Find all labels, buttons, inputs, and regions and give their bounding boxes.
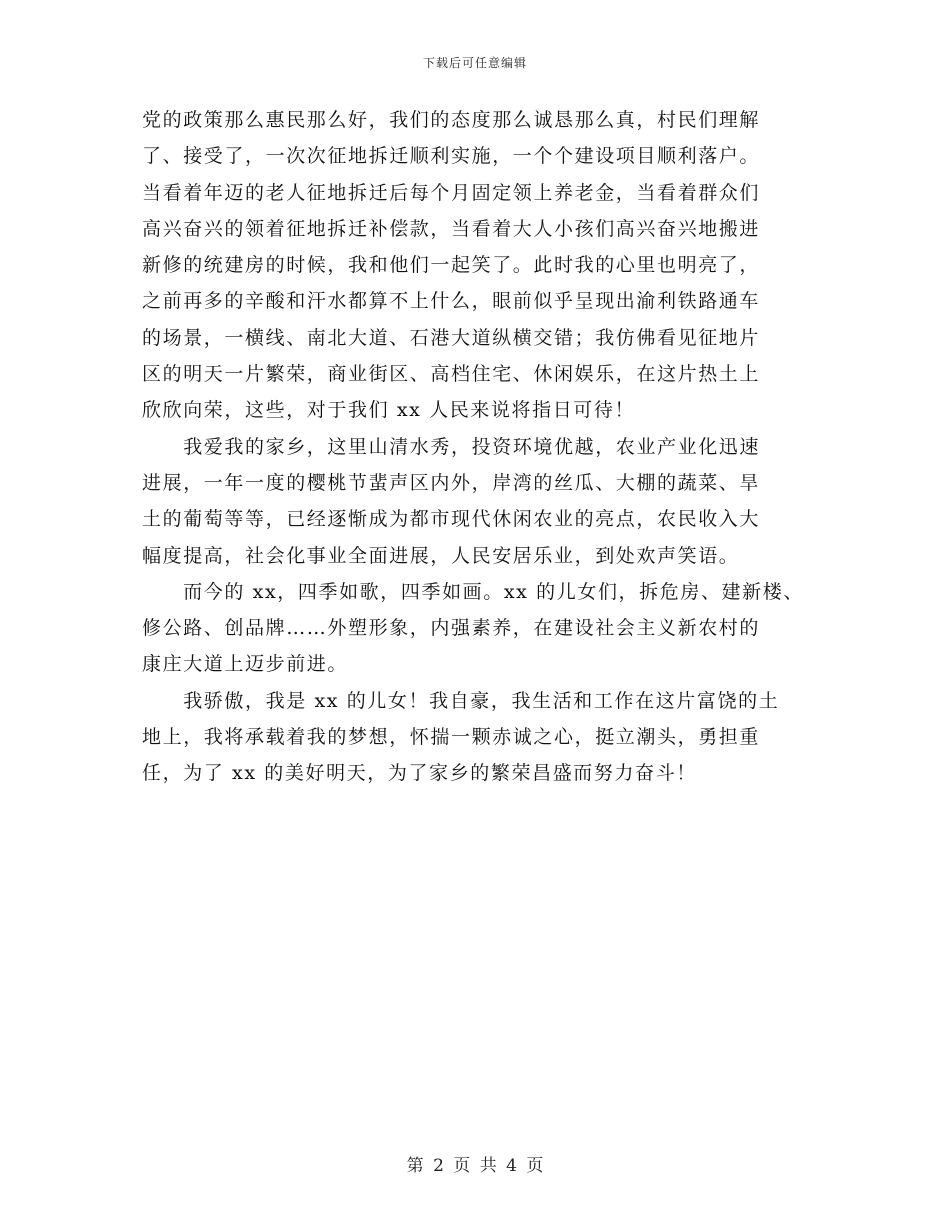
- page-footer: 第 2 页 共 4 页: [406, 1156, 544, 1176]
- text-line: 地上，我将承载着我的梦想，怀揣一颗赤诚之心，挺立潮头，勇担重: [142, 726, 761, 749]
- text-line: 康庄大道上迈步前进。: [142, 653, 349, 676]
- body-text: [142, 102, 802, 792]
- text-line: 我爱我的家乡，这里山清水秀，投资环境优越，农业产业化迅速: [142, 435, 761, 458]
- text-line: 任，为了 xx 的美好明天，为了家乡的繁荣昌盛而努力奋斗！: [142, 762, 697, 785]
- text-line: 而今的 xx，四季如歌，四季如画。xx 的儿女们，拆危房、建新楼、: [142, 580, 804, 603]
- page-header: 下载后可任意编辑: [422, 56, 527, 70]
- text-line: 之前再多的辛酸和汗水都算不上什么，眼前似乎呈现出渝利铁路通车: [142, 290, 761, 313]
- text-line: 的场景，一横线、南北大道、石港大道纵横交错；我仿佛看见征地片: [142, 326, 761, 349]
- text-line: 了、接受了，一次次征地拆迁顺利实施，一个个建设项目顺利落户。: [142, 145, 761, 168]
- text-line: 进展，一年一度的樱桃节蜚声区内外，岸湾的丝瓜、大棚的蔬菜、旱: [142, 471, 761, 494]
- text-line: 土的葡萄等等，已经逐惭成为都市现代休闲农业的亮点，农民收入大: [142, 508, 761, 531]
- text-line: 高兴奋兴的领着征地拆迁补偿款，当看着大人小孩们高兴奋兴地搬进: [142, 217, 761, 240]
- text-line: 党的政策那么惠民那么好，我们的态度那么诚恳那么真，村民们理解: [142, 109, 761, 131]
- text-line: 当看着年迈的老人征地拆迁后每个月固定领上养老金，当看着群众们: [142, 181, 761, 204]
- text-line: 欣欣向荣，这些，对于我们 xx 人民来说将指日可待！: [142, 399, 636, 422]
- text-line: 新修的统建房的时候，我和他们一起笑了。此时我的心里也明亮了，: [142, 254, 761, 277]
- text-line: 我骄傲，我是 xx 的儿女！我自豪，我生活和工作在这片富饶的土: [142, 689, 780, 712]
- text-line: 幅度提高，社会化事业全面进展，人民安居乐业，到处欢声笑语。: [142, 544, 740, 567]
- text-line: 区的明天一片繁荣，商业街区、高档住宅、休闲娱乐，在这片热土上: [142, 363, 761, 386]
- text-line: 修公路、创品牌……外塑形象，内强素养，在建设社会主义新农村的: [142, 617, 761, 640]
